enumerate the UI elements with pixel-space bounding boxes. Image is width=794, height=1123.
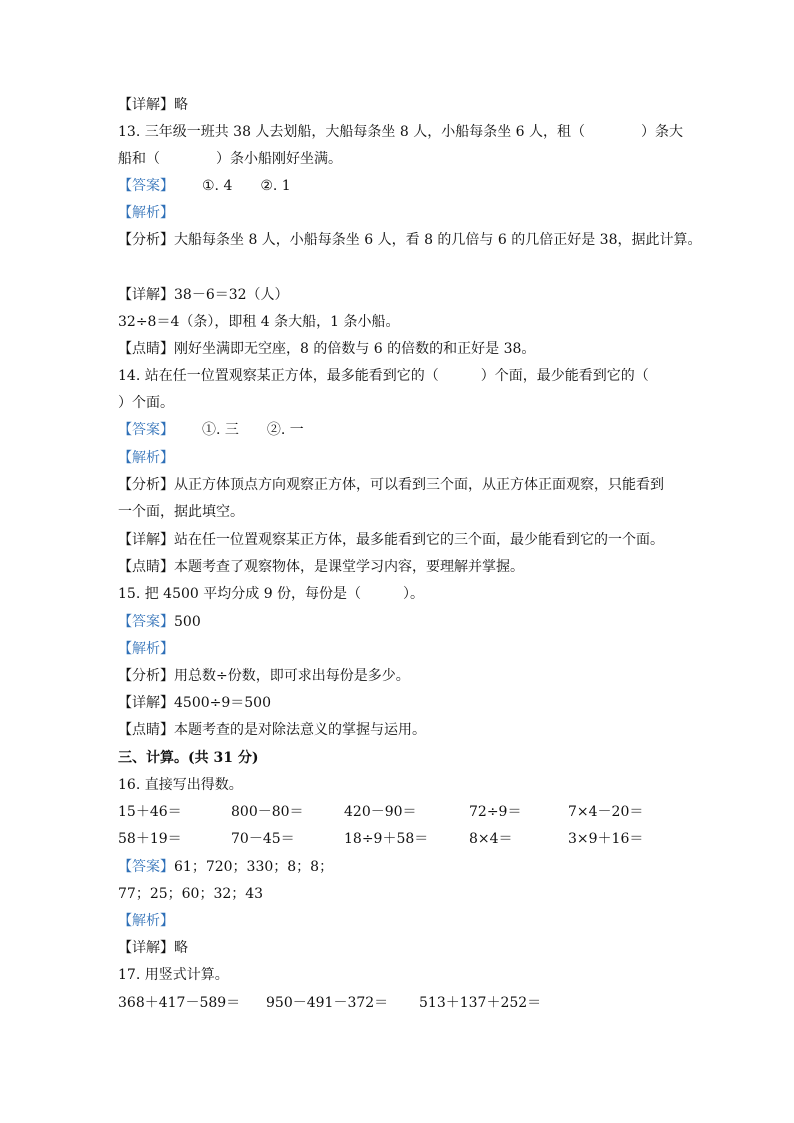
analysis-tag: 【解析】 <box>118 913 174 929</box>
calc-item: 950－491－372＝ <box>266 995 389 1011</box>
calc-item: 513＋137＋252＝ <box>419 995 542 1011</box>
calc-item: 70－45＝ <box>231 831 295 847</box>
question-14: 14. 站在任一位置观察某正方体，最多能看到它的（ ）个面，最少能看到它的（ <box>118 368 649 384</box>
analysis-tag: 【解析】 <box>118 205 174 221</box>
analysis-line: 【分析】从正方体顶点方向观察正方体，可以看到三个面，从正方体正面观察，只能看到 <box>118 477 664 493</box>
answer-line <box>118 176 291 196</box>
answer-line <box>118 857 333 877</box>
detail-line: 【详解】略 <box>118 97 188 113</box>
analysis-line: 【分析】大船每条坐 8 人，小船每条坐 6 人，看 8 的几倍与 6 的几倍正好是 38，据此计算。 <box>118 232 702 248</box>
question-15: 15. 把 4500 平均分成 9 份，每份是（ ）。 <box>118 586 425 602</box>
analysis-line: 【分析】用总数÷份数，即可求出每份是多少。 <box>118 668 410 684</box>
answer-tag: 【答案】 <box>118 178 174 194</box>
answer-text: 500 <box>174 614 201 630</box>
answer-line-cont: 77；25；60；32；43 <box>118 886 264 902</box>
calc-item: 3×9＋16＝ <box>568 831 644 847</box>
answer-text: ①. 三 ②. 一 <box>202 422 304 438</box>
answer-text: ①. 4 ②. 1 <box>202 178 291 194</box>
calc-item: 7×4－20＝ <box>568 804 644 820</box>
calc-item: 58＋19＝ <box>118 831 182 847</box>
section-heading: 三、计算。(共 31 分) <box>118 750 259 766</box>
question-13-cont: 船和（ ）条小船刚好坐满。 <box>118 151 342 167</box>
question-16: 16. 直接写出得数。 <box>118 777 243 793</box>
detail-line: 32÷8＝4（条），即租 4 条大船，1 条小船。 <box>118 314 400 330</box>
calc-item: 800－80＝ <box>231 804 304 820</box>
detail-line: 【详解】略 <box>118 940 188 956</box>
comment-line: 【点睛】本题考查了观察物体，是课堂学习内容，要理解并掌握。 <box>118 559 524 575</box>
answer-line <box>118 612 201 632</box>
answer-tag: 【答案】 <box>118 614 174 630</box>
comment-line: 【点睛】刚好坐满即无空座，8 的倍数与 6 的倍数的和正好是 38。 <box>118 341 536 357</box>
question-17: 17. 用竖式计算。 <box>118 967 229 983</box>
question-14-cont: ）个面。 <box>118 395 174 411</box>
answer-line <box>118 420 304 440</box>
analysis-line-cont: 一个面，据此填空。 <box>118 504 244 520</box>
calc-item: 18÷9＋58＝ <box>344 831 429 847</box>
calc-item: 72÷9＝ <box>469 804 522 820</box>
analysis-tag: 【解析】 <box>118 450 174 466</box>
calc-item: 15＋46＝ <box>118 804 182 820</box>
answer-text: 61；720；330；8；8； <box>174 859 334 875</box>
detail-line: 【详解】38－6＝32（人） <box>118 287 289 303</box>
answer-tag: 【答案】 <box>118 422 174 438</box>
question-13: 13. 三年级一班共 38 人去划船，大船每条坐 8 人，小船每条坐 6 人，租（ ）条大 <box>118 124 684 140</box>
analysis-tag: 【解析】 <box>118 641 174 657</box>
comment-line: 【点睛】本题考查的是对除法意义的掌握与运用。 <box>118 722 426 738</box>
calc-item: 8×4＝ <box>469 831 513 847</box>
calc-item: 368＋417－589＝ <box>118 995 241 1011</box>
detail-line: 【详解】4500÷9＝500 <box>118 695 271 711</box>
calc-item: 420－90＝ <box>344 804 417 820</box>
detail-line: 【详解】站在任一位置观察某正方体，最多能看到它的三个面，最少能看到它的一个面。 <box>118 532 664 548</box>
answer-tag: 【答案】 <box>118 859 174 875</box>
